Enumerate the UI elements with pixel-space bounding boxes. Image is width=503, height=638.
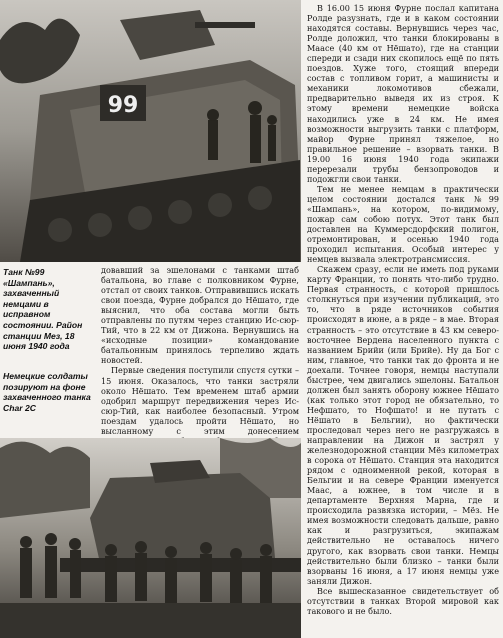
- paragraph: Все вышесказанное свидетельствует об отсутствии в танках Второй мировой как такового и не было.: [307, 585, 499, 616]
- photo-tank-99: [0, 0, 301, 262]
- photo-caption-top: Танк №99 «Шампань», захваченный немцами в исправном состоянии. Район станции Мез, 18 июня 1940 года: [3, 267, 83, 352]
- paragraph: Скажем сразу, если не иметь под руками карту Франции, то понять что-либо трудно. Первая странность, с которой пришлось столкнуться при изучении публикаций, это то, что в ряде источников события происходят в июне, а в ряде – в мае. Вторая странность – это отсутствие в 43 км северо-восточнее Вердена населенного пункта с названием Брийи (или Брийе). Ну да Бог с ним, главное, что танки так до фронта и не доехали. Точнее говоря, немцы наступали быстрее, чем двигались эшелоны. Батальон должен был занять оборону южнее Нёшато (как только этот город не обязательно, то Нефшато, то Нофшато! и не путать с Нёшато в Бельгии), но фактически проследовал через него не разгружаясь в направлении на Дижон и застрял у железнодорожной станции Мёз километрах в сорока от Нёшато. Станция эта находится рядом с одноименной рекой, которая в Бельгии и на севере Франции именуется Маас, а южнее, в том числе и в департаменте Верхняя Марна, где и происходила развязка истории, – Мёз. Не имея возможности следовать дальше, равно как и разгрузиться, экипажам действительно не оставалось ничего другого, как взорвать свои танки. Немцы действительно были близко – танки были взорваны 16 июня, а 17 июня немцы уже заняли Дижон.: [307, 264, 499, 586]
- paragraph: довавший за эшелонами с танками штаб батальона, во главе с полковником Фурне, отстал от своих танков. Отправившись искать свои поезда, Фурне добрался до Нёшато, где выяснил, что оба состава могли быть отправлены по путям через станцию Ис-сюр-Тий, что в 22 км от Дижона. Вернувшись на «исходные позиции» командование батальонным принялось терпеливо ждать новостей.: [101, 265, 299, 366]
- photo-soldiers-char2c: [0, 438, 301, 638]
- tank-number-label: 99: [107, 93, 139, 118]
- photo-soldiers-char2c-image: [0, 438, 301, 638]
- paragraph: Тем не менее немцам в практически целом состоянии достался танк №99 «Шампань», на котором, по-видимому, пожар сам собою потух. Этот танк был доставлен на Куммерсдорфский полигон, отремонтирован, и осенью 1940 года проходил испытания. Особый интерес у немцев вызвала электротрансмиссия.: [307, 183, 499, 265]
- photo-caption-bottom: Немецкие солдаты позируют на фоне захваченного танка Char 2C: [3, 371, 91, 413]
- text-column-middle: [101, 265, 299, 437]
- paragraph: В 16.00 15 июня Фурне послал капитана Ролде разузнать, где и в каком состоянии находятся составы. Вернувшись через час, Ролде доложил, что танки блокированы в Маасе (40 км от Нёшато), где на станции спереди и сзади них скопилось ещё по пять поездов. Хуже того, стоящий впереди состав с топливом горит, а машинисты и механики локомотивов сбежали, предварительно выведя их из строя. К этому времени немецкие войска находились уже в 24 км. Не имея возможности выгрузить танки с платформ, майор Фурне принял тяжелое, но правильное решение – взорвать танки. В 19.00 16 июня 1940 года экипажи перерезали трубы бензопроводов и подожгли свои танки.: [307, 3, 499, 184]
- paragraph: Первые сведения поступили спустя сутки – 15 июня. Оказалось, что танки застряли около Нёшато. Тем временем штаб армии одобрил маршрут передвижения через Ис-сюр-Тий, как наиболее безопасный. Утром поездам удалось пройти Нёшато, но высланному с этим донесением: [101, 365, 299, 436]
- text-column-right: [307, 3, 499, 637]
- photo-tank-99-image: [0, 0, 301, 262]
